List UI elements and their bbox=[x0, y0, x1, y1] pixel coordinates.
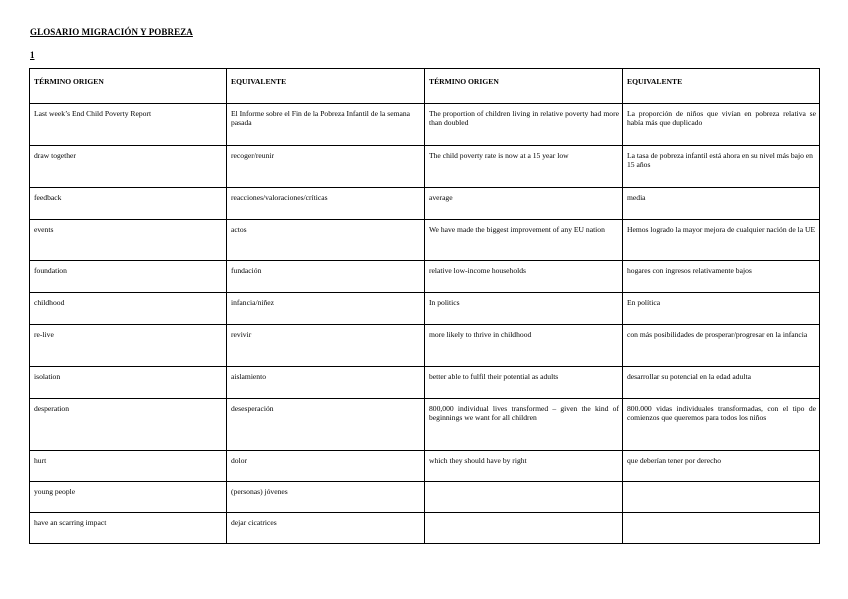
table-row bbox=[30, 513, 820, 544]
table-cell: Last week’s End Child Poverty Report bbox=[30, 104, 227, 146]
table-cell bbox=[425, 513, 623, 544]
table-cell: que deberían tener por derecho bbox=[623, 451, 820, 482]
table-row bbox=[30, 104, 820, 146]
table-cell: El Informe sobre el Fin de la Pobreza Infantil de la semana pasada bbox=[227, 104, 425, 146]
table-cell: better able to fulfil their potential as adults bbox=[425, 367, 623, 399]
table-row bbox=[30, 451, 820, 482]
table-cell bbox=[623, 513, 820, 544]
table-cell: recoger/reunir bbox=[227, 146, 425, 188]
header-equivalent: EQUIVALENTE bbox=[227, 69, 425, 104]
table-cell: relative low-income households bbox=[425, 261, 623, 293]
table-cell: 800.000 vidas individuales transformadas, con el tipo de comienzos que queremos para todos los niños bbox=[623, 399, 820, 451]
header-source-term: TÉRMINO ORIGEN bbox=[425, 69, 623, 104]
table-cell: (personas) jóvenes bbox=[227, 482, 425, 513]
table-row bbox=[30, 146, 820, 188]
table-header-row bbox=[30, 69, 820, 104]
table-cell: actos bbox=[227, 220, 425, 261]
table-cell: foundation bbox=[30, 261, 227, 293]
table-cell: have an scarring impact bbox=[30, 513, 227, 544]
header-source-term: TÉRMINO ORIGEN bbox=[30, 69, 227, 104]
document-title: GLOSARIO MIGRACIÓN Y POBREZA bbox=[30, 27, 193, 37]
table-cell: aislamiento bbox=[227, 367, 425, 399]
table-cell: which they should have by right bbox=[425, 451, 623, 482]
table-cell: average bbox=[425, 188, 623, 220]
table-cell: 800,000 individual lives transformed – given the kind of beginnings we want for all children bbox=[425, 399, 623, 451]
table-row bbox=[30, 220, 820, 261]
section-number: 1 bbox=[30, 50, 35, 60]
table-row bbox=[30, 293, 820, 325]
table-cell: media bbox=[623, 188, 820, 220]
table-row bbox=[30, 367, 820, 399]
glossary-table bbox=[29, 68, 820, 544]
table-cell: dejar cicatrices bbox=[227, 513, 425, 544]
table-row bbox=[30, 325, 820, 367]
table-cell: events bbox=[30, 220, 227, 261]
table-row bbox=[30, 261, 820, 293]
table-cell bbox=[425, 482, 623, 513]
table-cell bbox=[623, 482, 820, 513]
table-cell: childhood bbox=[30, 293, 227, 325]
table-cell: Hemos logrado la mayor mejora de cualquier nación de la UE bbox=[623, 220, 820, 261]
table-row bbox=[30, 399, 820, 451]
table-cell: desperation bbox=[30, 399, 227, 451]
table-cell: hogares con ingresos relativamente bajos bbox=[623, 261, 820, 293]
header-equivalent: EQUIVALENTE bbox=[623, 69, 820, 104]
table-cell: The proportion of children living in relative poverty had more than doubled bbox=[425, 104, 623, 146]
table-cell: infancia/niñez bbox=[227, 293, 425, 325]
table-cell: In politics bbox=[425, 293, 623, 325]
table-cell: La tasa de pobreza infantil está ahora en su nivel más bajo en 15 años bbox=[623, 146, 820, 188]
table-cell: re-live bbox=[30, 325, 227, 367]
table-row bbox=[30, 188, 820, 220]
table-cell: draw together bbox=[30, 146, 227, 188]
table-cell: more likely to thrive in childhood bbox=[425, 325, 623, 367]
table-cell: fundación bbox=[227, 261, 425, 293]
table-cell: La proporción de niños que vivían en pobreza relativa se había más que duplicado bbox=[623, 104, 820, 146]
table-cell: dolor bbox=[227, 451, 425, 482]
table-cell: revivir bbox=[227, 325, 425, 367]
table-cell: desesperación bbox=[227, 399, 425, 451]
table-cell: desarrollar su potencial en la edad adulta bbox=[623, 367, 820, 399]
table-cell: reacciones/valoraciones/críticas bbox=[227, 188, 425, 220]
table-cell: En política bbox=[623, 293, 820, 325]
table-row bbox=[30, 482, 820, 513]
table-cell: We have made the biggest improvement of any EU nation bbox=[425, 220, 623, 261]
table-cell: isolation bbox=[30, 367, 227, 399]
table-cell: feedback bbox=[30, 188, 227, 220]
table-cell: The child poverty rate is now at a 15 year low bbox=[425, 146, 623, 188]
table-cell: con más posibilidades de prosperar/progresar en la infancia bbox=[623, 325, 820, 367]
table-cell: young people bbox=[30, 482, 227, 513]
table-cell: hurt bbox=[30, 451, 227, 482]
